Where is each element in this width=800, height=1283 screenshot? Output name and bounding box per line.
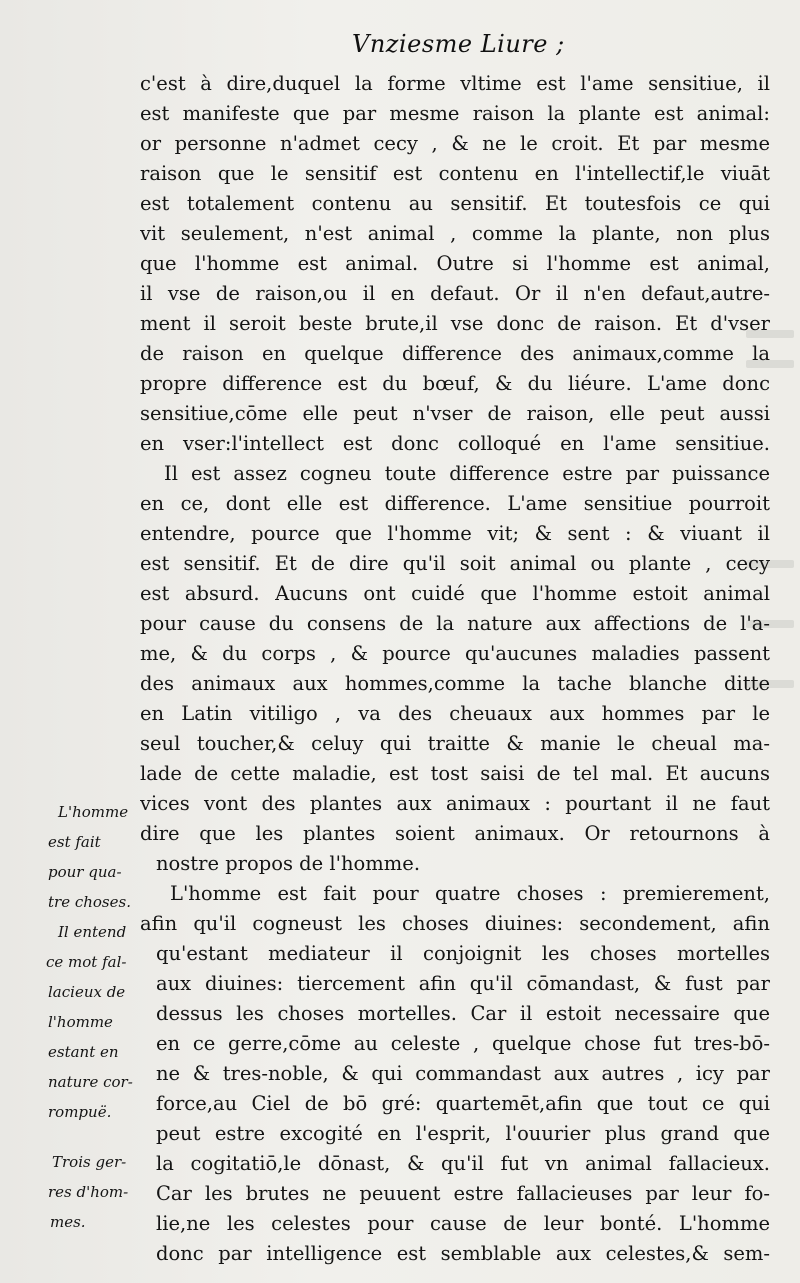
text-line: lie,ne les celestes pour cause de leur bonté. L'homme <box>156 1212 770 1235</box>
text-line: que l'homme est animal. Outre si l'homme est animal, <box>140 252 770 275</box>
text-line: en Latin vitiligo , va des cheuaux aux hommes par le <box>140 702 770 725</box>
text-line: en ce, dont elle est difference. L'ame sensitiue pourroit <box>140 492 770 515</box>
text-line: pour cause du consens de la nature aux affections de l'a- <box>140 612 770 635</box>
text-line: peut estre excogité en l'esprit, l'ouurier plus grand que <box>156 1122 770 1145</box>
margin-note: Trois ger- <box>52 1153 127 1171</box>
text-line: vices vont des plantes aux animaux : pourtant il ne faut <box>140 792 770 815</box>
text-line: est absurd. Aucuns ont cuidé que l'homme estoit animal <box>140 582 770 605</box>
text-line: c'est à dire,duquel la forme vltime est l'ame sensitiue, il <box>140 72 770 95</box>
text-line: dessus les choses mortelles. Car il estoit necessaire que <box>156 1002 770 1025</box>
margin-note: l'homme <box>48 1013 113 1031</box>
margin-note: est fait <box>48 833 101 851</box>
text-line: lade de cette maladie, est tost saisi de tel mal. Et aucuns <box>140 762 770 785</box>
margin-note: tre choses. <box>48 893 131 911</box>
text-line: est totalement contenu au sensitif. Et toutesfois ce qui <box>140 192 770 215</box>
text-line: force,au Ciel de bō gré: quartemēt,afin que tout ce qui <box>156 1092 770 1115</box>
text-line: vit seulement, n'est animal , comme la plante, non plus <box>140 222 770 245</box>
text-line: des animaux aux hommes,comme la tache blanche ditte <box>140 672 770 695</box>
text-line: qu'estant mediateur il conjoignit les choses mortelles <box>156 942 770 965</box>
text-line: nostre propos de l'homme. <box>156 852 421 875</box>
text-line: il vse de raison,ou il en defaut. Or il n'en defaut,autre- <box>140 282 770 305</box>
text-line: me, & du corps , & pource qu'aucunes maladies passent <box>140 642 770 665</box>
text-line: aux diuines: tiercement afin qu'il cōmandast, & fust par <box>156 972 770 995</box>
text-line: est sensitif. Et de dire qu'il soit animal ou plante , cecy <box>140 552 770 575</box>
text-line: ment il seroit beste brute,il vse donc de raison. Et d'vser <box>140 312 770 335</box>
text-line: entendre, pource que l'homme vit; & sent : & viuant il <box>140 522 770 545</box>
text-line: en ce gerre,cōme au celeste , quelque chose fut tres-bō- <box>156 1032 770 1055</box>
margin-note: ce mot fal- <box>46 953 127 971</box>
margin-note: lacieux de <box>48 983 126 1001</box>
text-line: Car les brutes ne peuuent estre fallacieuses par leur fo- <box>156 1182 770 1205</box>
text-line: la cogitatiō,le dōnast, & qu'il fut vn animal fallacieux. <box>156 1152 770 1175</box>
margin-note: pour qua- <box>48 863 122 881</box>
text-line: de raison en quelque difference des animaux,comme la <box>140 342 770 365</box>
text-line: L'homme est fait pour quatre choses : premierement, <box>170 882 770 905</box>
text-line: en vser:l'intellect est donc colloqué en l'ame sensitiue. <box>140 432 770 455</box>
text-line: dire que les plantes soient animaux. Or retournons à <box>140 822 770 845</box>
margin-note: mes. <box>50 1213 86 1231</box>
margin-note: res d'hom- <box>48 1183 129 1201</box>
text-line: ne & tres-noble, & qui commandast aux autres , icy par <box>156 1062 770 1085</box>
text-line: Il est assez cogneu toute difference estre par puissance <box>164 462 770 485</box>
running-header: Vnziesme Liure ; <box>352 30 565 58</box>
text-line: or personne n'admet cecy , & ne le croit. Et par mesme <box>140 132 770 155</box>
text-line: est manifeste que par mesme raison la plante est animal: <box>140 102 770 125</box>
margin-note: nature cor- <box>48 1073 133 1091</box>
text-line: propre difference est du bœuf, & du liéure. L'ame donc <box>140 372 770 395</box>
text-line: afin qu'il cogneust les choses diuines: secondement, afin <box>140 912 770 935</box>
text-line: sensitiue,cōme elle peut n'vser de raison, elle peut aussi <box>140 402 770 425</box>
margin-note: estant en <box>48 1043 119 1061</box>
text-line: seul toucher,& celuy qui traitte & manie le cheual ma- <box>140 732 770 755</box>
margin-note: L'homme <box>58 803 129 821</box>
margin-note: rompuë. <box>48 1103 112 1121</box>
text-line: raison que le sensitif est contenu en l'intellectif,le viuāt <box>140 162 770 185</box>
text-line: donc par intelligence est semblable aux celestes,& sem- <box>156 1242 770 1265</box>
margin-note: Il entend <box>58 923 127 941</box>
